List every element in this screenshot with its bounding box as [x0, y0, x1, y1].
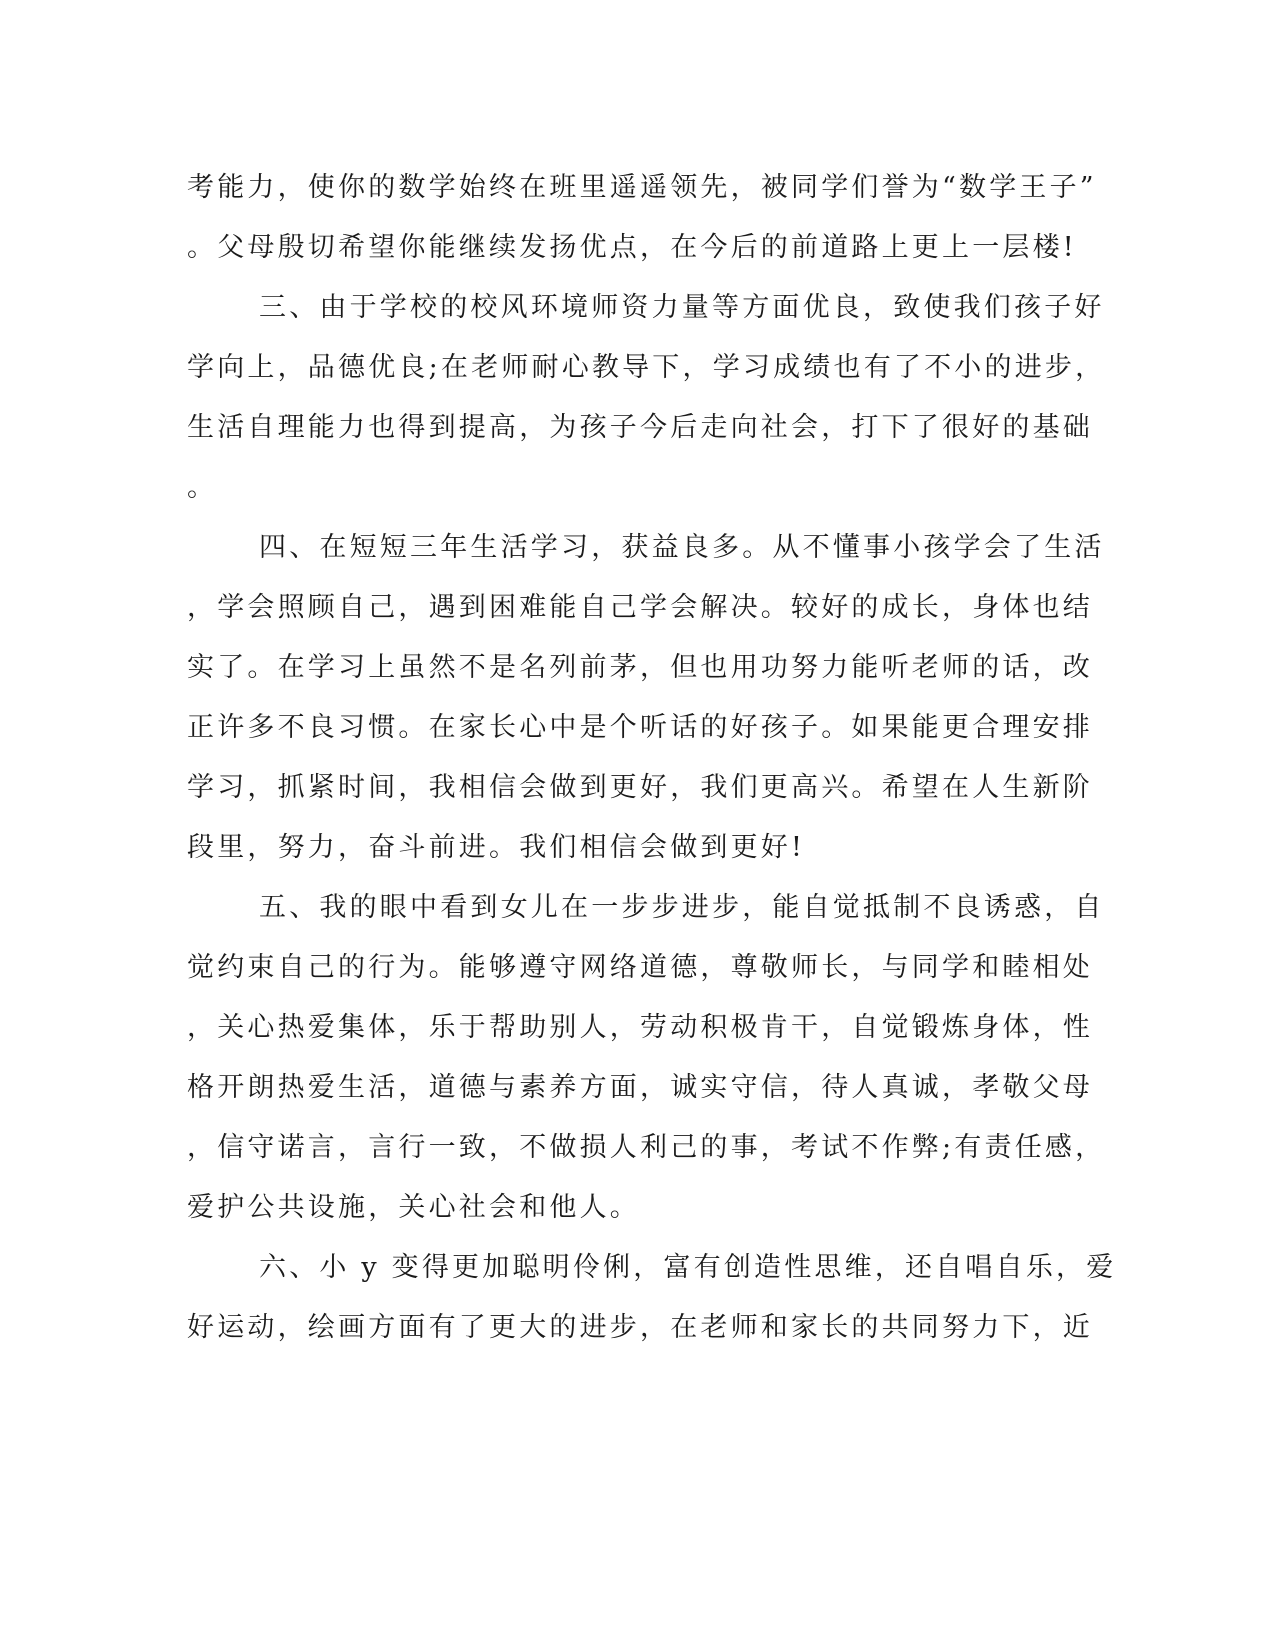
text-line: ，关心热爱集体，乐于帮助别人，劳动积极肯干，自觉锻炼身体，性	[187, 1012, 1093, 1043]
text-line: 学习，抓紧时间，我相信会做到更好，我们更高兴。希望在人生新阶	[187, 772, 1093, 803]
text-line: 正许多不良习惯。在家长心中是个听话的好孩子。如果能更合理安排	[187, 712, 1093, 743]
text-line: ，信守诺言，言行一致，不做损人利己的事，考试不作弊;有责任感，	[187, 1132, 1106, 1163]
text-line: 。	[187, 472, 218, 503]
paragraph-start-line: 三、由于学校的校风环境师资力量等方面优良，致使我们孩子好	[259, 292, 1105, 323]
text-line: 格开朗热爱生活，道德与素养方面，诚实守信，待人真诚，孝敬父母	[187, 1072, 1093, 1103]
text-line: 好运动，绘画方面有了更大的进步，在老师和家长的共同努力下，近	[187, 1312, 1093, 1343]
document-body	[187, 158, 1117, 1358]
text-line: 。父母殷切希望你能继续发扬优点，在今后的前道路上更上一层楼!	[187, 232, 1077, 263]
text-line: 段里，努力，奋斗前进。我们相信会做到更好!	[187, 832, 806, 863]
text-line: 学向上，品德优良;在老师耐心教导下，学习成绩也有了不小的进步，	[187, 352, 1106, 383]
text-line: 生活自理能力也得到提高，为孩子今后走向社会，打下了很好的基础	[187, 412, 1093, 443]
paragraph-start-line: 四、在短短三年生活学习，获益良多。从不懂事小孩学会了生活	[259, 532, 1105, 563]
text-line: 考能力，使你的数学始终在班里遥遥领先，被同学们誉为“数学王子”	[187, 172, 1097, 203]
paragraph-start-line: 六、小 y 变得更加聪明伶俐，富有创造性思维，还自唱自乐，爱	[259, 1252, 1117, 1283]
paragraph-start-line: 五、我的眼中看到女儿在一步步进步，能自觉抵制不良诱惑，自	[259, 892, 1105, 923]
text-line: 爱护公共设施，关心社会和他人。	[187, 1192, 640, 1223]
text-line: 实了。在学习上虽然不是名列前茅，但也用功努力能听老师的话，改	[187, 652, 1093, 683]
text-line: 觉约束自己的行为。能够遵守网络道德，尊敬师长，与同学和睦相处	[187, 952, 1093, 983]
text-line: ，学会照顾自己，遇到困难能自己学会解决。较好的成长，身体也结	[187, 592, 1093, 623]
